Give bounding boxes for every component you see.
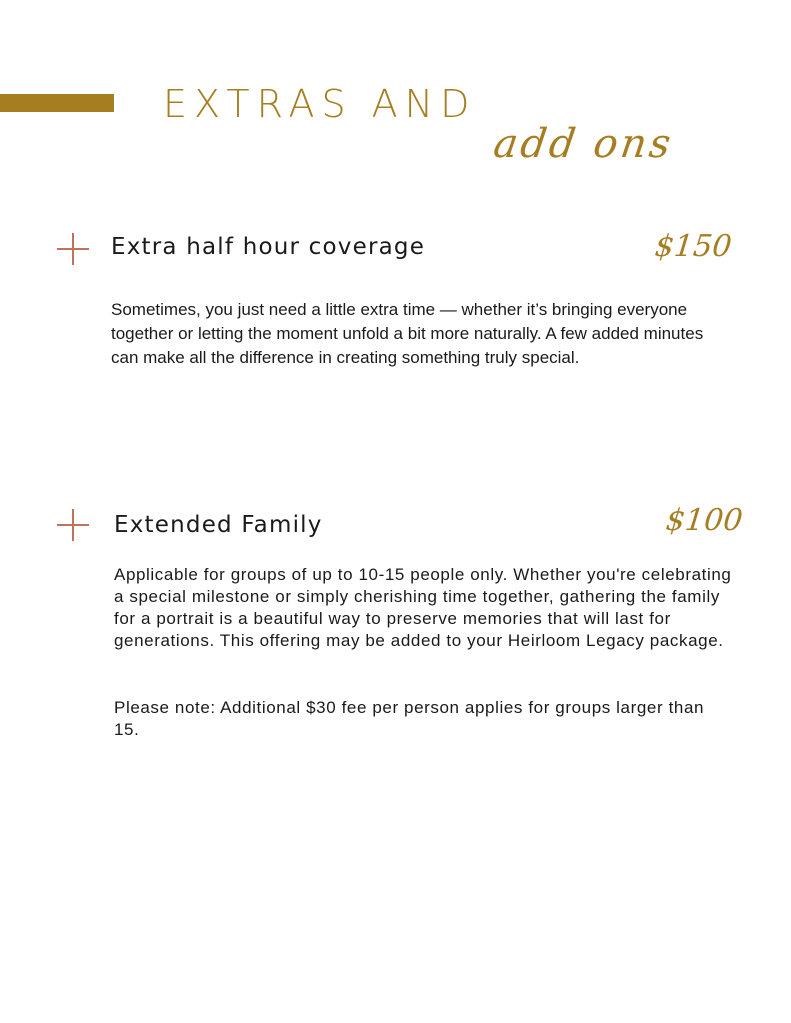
addon-description: Sometimes, you just need a little extra time — whether it’s bringing everyone together or letting the moment unfold a bit more naturally. A few added minutes can make all the difference in creating something truly special. [111,300,704,367]
addon-price: $100 [664,503,745,538]
plus-icon [57,509,89,541]
addon-title: Extended Family [114,512,323,538]
addon-description: Applicable for groups of up to 10-15 people only. Whether you're celebrating a special milestone or simply cherishing time together, gathering the family for a portrait is a beautiful way to preserve memories that will last for generations. This offering may be added to your Heirloom Legacy package. [114,565,732,650]
addon-title: Extra half hour coverage [111,234,426,260]
page-title: EXTRAS AND [163,82,477,126]
addon-note: Please note: Additional $30 fee per person applies for groups larger than 15. [114,698,705,739]
plus-icon [57,233,89,265]
accent-bar [0,94,114,112]
page-subtitle-script: add ons [490,121,677,167]
addon-price: $150 [653,229,734,264]
